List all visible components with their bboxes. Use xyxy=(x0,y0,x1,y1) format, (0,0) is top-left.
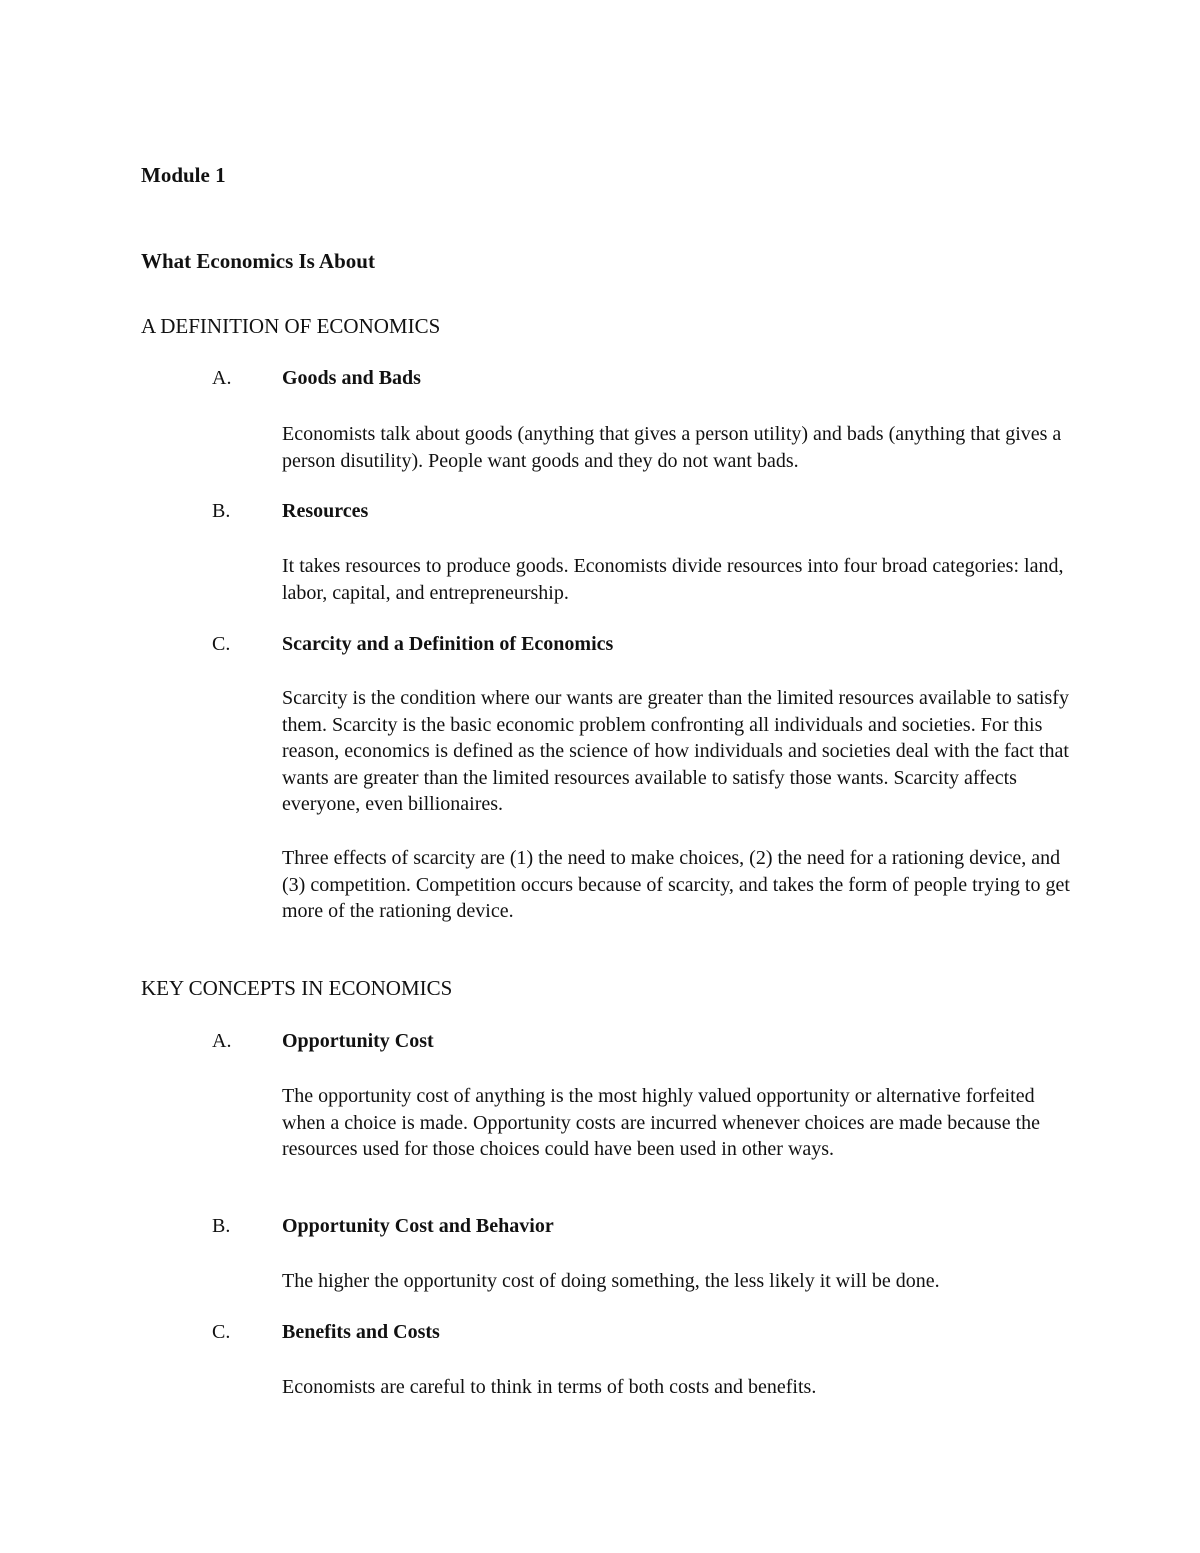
module-title: Module 1 xyxy=(141,163,226,187)
paragraph-resources: It takes resources to produce goods. Economists divide resources into four broad categories: land, labor, capital, and entrepreneurship. xyxy=(282,555,1064,604)
paragraph-scarcity-definition: Scarcity is the condition where our wants are greater than the limited resources available to satisfy them. Scarcity is the basic economic problem confronting all individuals and societies. For this reason, economics is defined as the science of how individuals and societies deal with the fact that wants are greater than the limited resources available to satisfy those wants. Scarcity affects everyone, even billionaires. xyxy=(282,687,1069,815)
paragraph-benefits-and-costs: Economists are careful to think in terms of both costs and benefits. xyxy=(282,1376,817,1398)
section-heading-definition: A DEFINITION OF ECONOMICS xyxy=(141,314,441,338)
subheading-scarcity: Scarcity and a Definition of Economics xyxy=(282,633,614,655)
item-letter: C. xyxy=(212,1321,231,1343)
subheading-resources: Resources xyxy=(282,500,369,522)
paragraph-scarcity-effects: Three effects of scarcity are (1) the need to make choices, (2) the need for a rationing device, and (3) competition. Competition occurs because of scarcity, and takes the form of people trying to get more of the rationing device. xyxy=(282,847,1070,922)
paragraph-opportunity-cost: The opportunity cost of anything is the most highly valued opportunity or alternative forfeited when a choice is made. Opportunity costs are incurred whenever choices are made because the resources used for those choices could have been used in other ways. xyxy=(282,1085,1041,1160)
paragraph-opportunity-cost-behavior: The higher the opportunity cost of doing something, the less likely it will be done. xyxy=(282,1270,940,1292)
paragraph-goods-and-bads: Economists talk about goods (anything that gives a person utility) and bads (anything that gives a person disutility). People want goods and they do not want bads. xyxy=(282,423,1062,472)
item-letter: C. xyxy=(212,633,231,655)
section-heading-key-concepts: KEY CONCEPTS IN ECONOMICS xyxy=(141,976,453,1000)
chapter-title: What Economics Is About xyxy=(141,249,375,273)
subheading-opportunity-cost: Opportunity Cost xyxy=(282,1030,434,1052)
subheading-benefits-and-costs: Benefits and Costs xyxy=(282,1321,440,1343)
subheading-goods-and-bads: Goods and Bads xyxy=(282,367,421,389)
item-letter: B. xyxy=(212,1215,231,1237)
item-letter: A. xyxy=(212,1030,232,1052)
subheading-opportunity-cost-behavior: Opportunity Cost and Behavior xyxy=(282,1215,554,1237)
item-letter: B. xyxy=(212,500,231,522)
item-letter: A. xyxy=(212,367,232,389)
